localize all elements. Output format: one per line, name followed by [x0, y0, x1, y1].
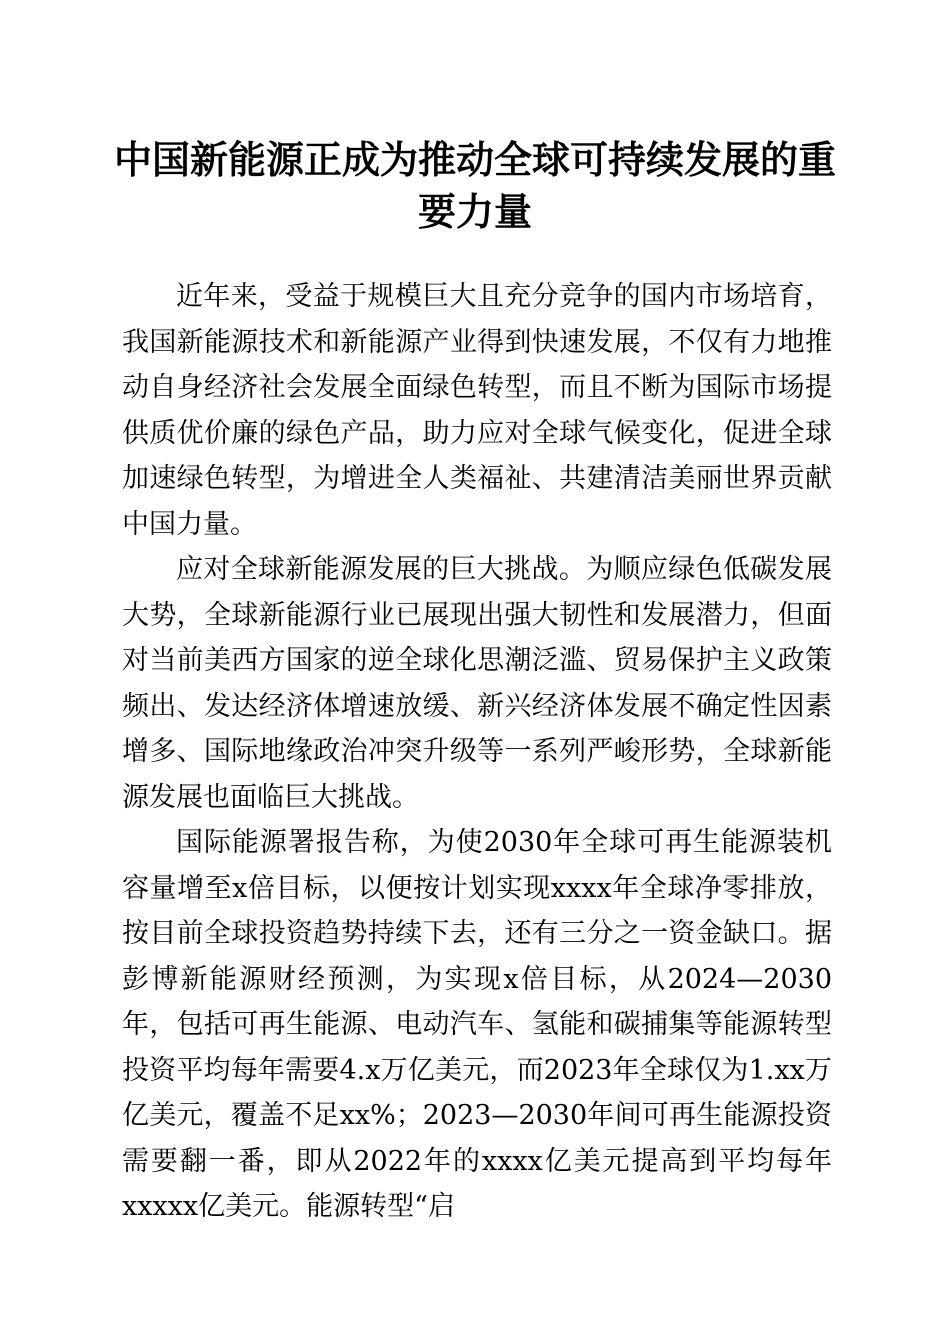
paragraph-3: 国际能源署报告称，为使2030年全球可再生能源装机容量增至x倍目标，以便按计划实现xxxx年全球净零排放，按目前全球投资趋势持续下去，还有三分之一资金缺口。据彭博新能源财经预测，为实现x倍目标，从2024—2030年，包括可再生能源、电动汽车、氢能和碳捕集等能源转型投资平均每年需要4.x万亿美元，而2023年全球仅为1.xx万亿美元，覆盖不足xx%；2023—2030年间可再生能源投资需要翻一番，即从2022年的xxxx亿美元提高到平均每年xxxxx亿美元。能源转型“启 [122, 827, 832, 1222]
document-title: 中国新能源正成为推动全球可持续发展的重要力量 [113, 137, 836, 234]
document-body [122, 274, 832, 1230]
paragraph-1: 近年来，受益于规模巨大且充分竞争的国内市场培育，我国新能源技术和新能源产业得到快速发展，不仅有力地推动自身经济社会发展全面绿色转型，而且不断为国际市场提供质优价廉的绿色产品，助力应对全球气候变化，促进全球加速绿色转型，为增进全人类福祉、共建清洁美丽世界贡献中国力量。 [122, 281, 832, 540]
paragraph-2: 应对全球新能源发展的巨大挑战。为顺应绿色低碳发展大势，全球新能源行业已展现出强大韧性和发展潜力，但面对当前美西方国家的逆全球化思潮泛滥、贸易保护主义政策频出、发达经济体增速放缓、新兴经济体发展不确定性因素增多、国际地缘政治冲突升级等一系列严峻形势，全球新能源发展也面临巨大挑战。 [122, 554, 832, 813]
